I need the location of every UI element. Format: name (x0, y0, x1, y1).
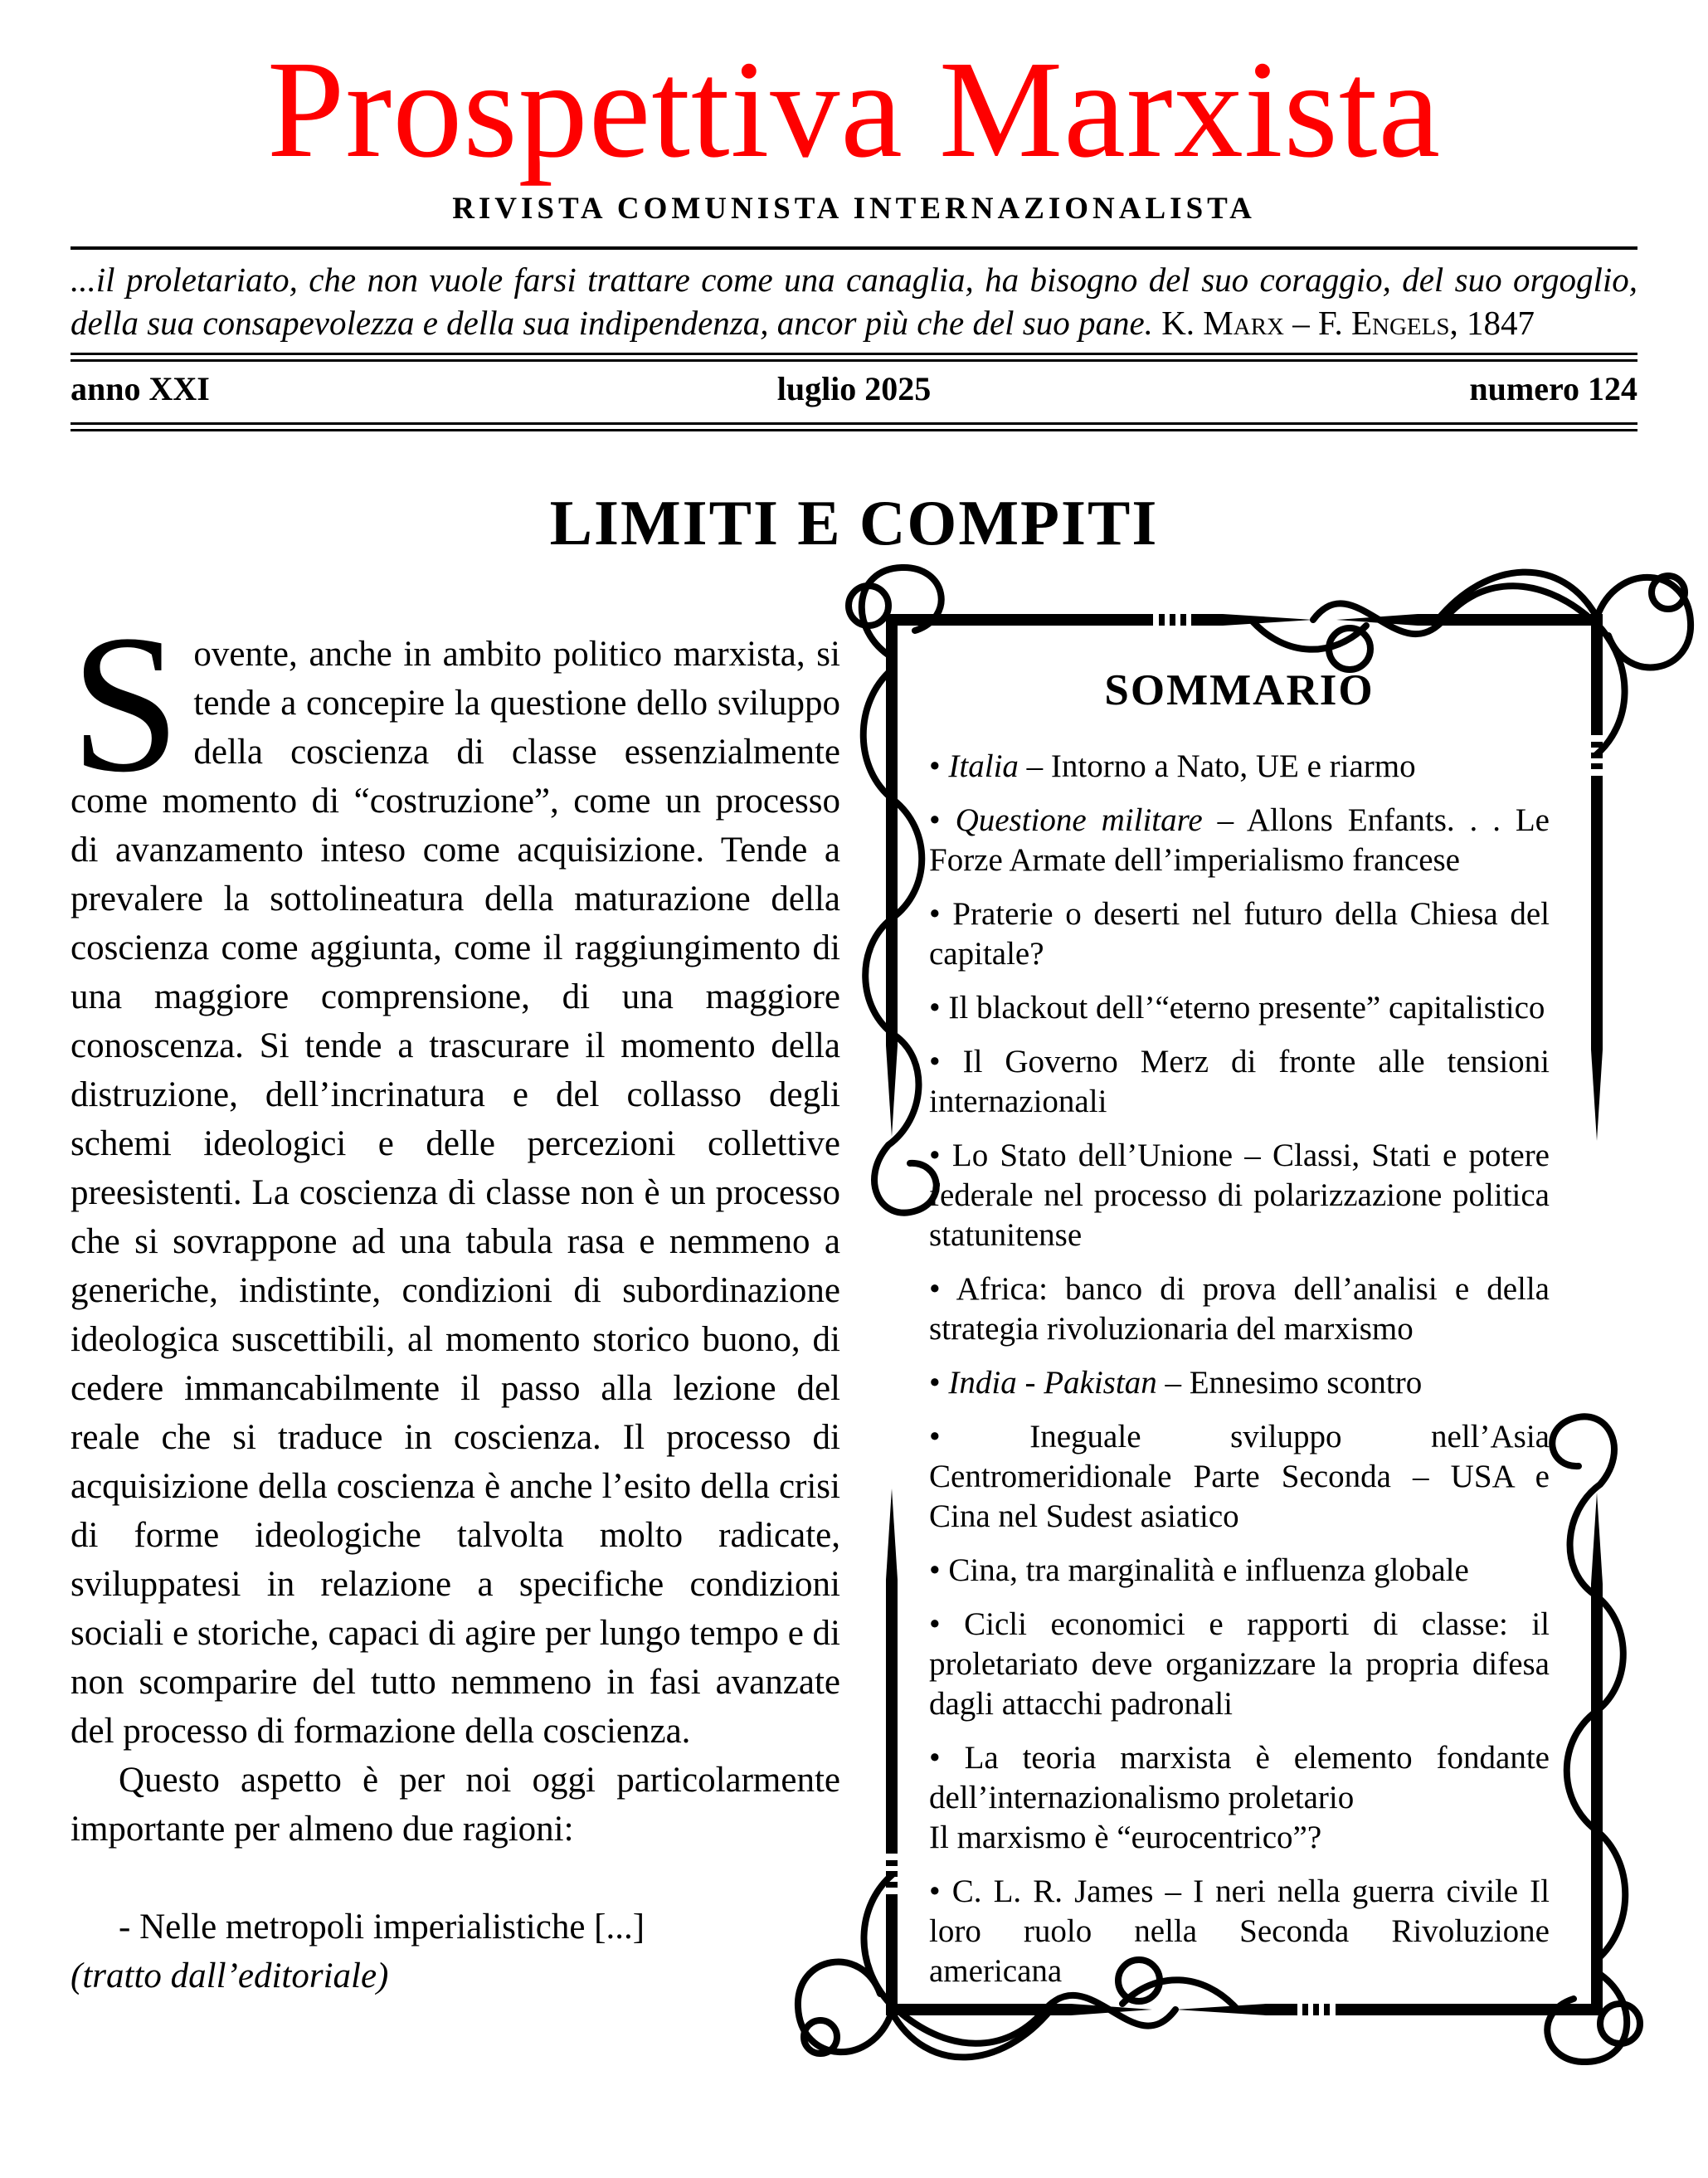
sommario-list (929, 747, 1550, 1991)
top-rule (71, 246, 1637, 250)
journal-title: Prospettiva Marxista (266, 32, 1442, 187)
epigraph (71, 258, 1637, 344)
sommario-item: • Lo Stato dell’Unione – Classi, Stati e potere federale nel processo di polarizzazione politica statunitense (929, 1138, 1550, 1253)
article-title: LIMITI E COMPITI (549, 487, 1159, 559)
sommario-item-lead: India - Pakistan (948, 1365, 1157, 1401)
rule-below-issue-row (71, 422, 1637, 431)
sommario-item: • C. L. R. James – I neri nella guerra civile Il loro ruolo nella Seconda Rivoluzione americana (929, 1873, 1550, 1989)
sommario-content (929, 637, 1550, 2005)
sommario-item: • Questione militare – Allons Enfants. . . Le Forze Armate dell’imperialismo francese (929, 802, 1550, 878)
issue-number: numero 124 (1469, 370, 1637, 408)
sommario-item: • Cina, tra marginalità e influenza globale (929, 1552, 1469, 1588)
sommario-item: • Praterie o deserti nel futuro della Chiesa del capitale? (929, 896, 1550, 972)
lead-paragraph-text: ovente, anche in ambito politico marxista, si tende a concepire la questione dello sviluppo della coscienza di classe essenzialmente come momento di “costruzione”, come un processo di avanzamento inteso come acquisizione. Tende a prevalere la sottolineatura della maturazione della coscienza come aggiunta, come il raggiungimento di una maggiore comprensione, di una maggiore conoscenza. Si tende a trascurare il momento della distruzione, dell’incrinatura e del collasso degli schemi ideologici e delle percezioni collettive preesistenti. La coscienza di classe non è un processo che si sovrappone ad una tabula rasa e nemmeno a generiche, indistinte, condizioni di subordinazione ideologica suscettibili, al momento storico buono, di cedere immancabilmente il passo alla lezione del reale che si traduce in coscienza. Il processo di acquisizione della coscienza è anche l’esito della crisi di forme ideologiche talvolta molto radicate, sviluppatesi in relazione a specifiche condizioni sociali e storiche, capaci di agire per lungo tempo e di non scomparire del tutto nemmeno in fasi avanzate del processo di formazione della coscienza. (71, 635, 840, 1752)
sommario-item: • La teoria marxista è elemento fondante dell’internazionalismo proletario Il marxismo è “eurocentrico”? (929, 1740, 1550, 1855)
source-note: (tratto dall’editoriale) (71, 1956, 389, 1996)
sommario-item: • Italia – Intorno a Nato, UE e riarmo (929, 748, 1416, 784)
sommario-item-lead: Italia (948, 748, 1019, 784)
drop-cap: S (71, 595, 181, 814)
lead-paragraph (71, 595, 840, 1756)
journal-subtitle: RIVISTA COMUNISTA INTERNAZIONALISTA (452, 192, 1256, 226)
second-paragraph: Questo aspetto è per noi oggi particolarmente importante per almeno due ragioni: (71, 1761, 840, 1849)
issue-year: anno XXI (71, 370, 210, 408)
rule-above-issue-row (71, 353, 1637, 362)
epigraph-text: ...il proletariato, che non vuole farsi trattare come una canaglia, ha bisogno del suo coraggio, del suo orgoglio, della sua consapevolezza e della sua indipendenza, ancor più che del suo pane. (71, 261, 1637, 343)
sommario-title: SOMMARIO (1104, 666, 1375, 714)
sommario-box (834, 533, 1708, 2113)
issue-info-row (71, 362, 1637, 414)
issue-date: luglio 2025 (776, 370, 932, 408)
excerpt-line: - Nelle metropoli imperialistiche [...] (119, 1908, 645, 1947)
sommario-item-lead: Questione militare (955, 802, 1203, 838)
sommario-item: • Il blackout dell’“eterno presente” capitalistico (929, 990, 1545, 1026)
sommario-item: • India - Pakistan – Ennesimo scontro (929, 1365, 1423, 1401)
sommario-item: • Cicli economici e rapporti di classe: il proletariato deve organizzare la propria difesa dagli attacchi padronali (929, 1606, 1550, 1722)
epigraph-attribution: K. Marx – F. Engels, 1847 (1161, 304, 1535, 343)
editorial-column (71, 595, 840, 2000)
masthead (0, 0, 1708, 227)
sommario-item: • Il Governo Merz di fronte alle tensioni internazionali (929, 1044, 1550, 1119)
sommario-item: • Ineguale sviluppo nell’Asia Centromeridionale Parte Seconda – USA e Cina nel Sudest asiatico (929, 1419, 1550, 1534)
sommario-item: • Africa: banco di prova dell’analisi e della strategia rivoluzionaria del marxismo (929, 1271, 1550, 1347)
